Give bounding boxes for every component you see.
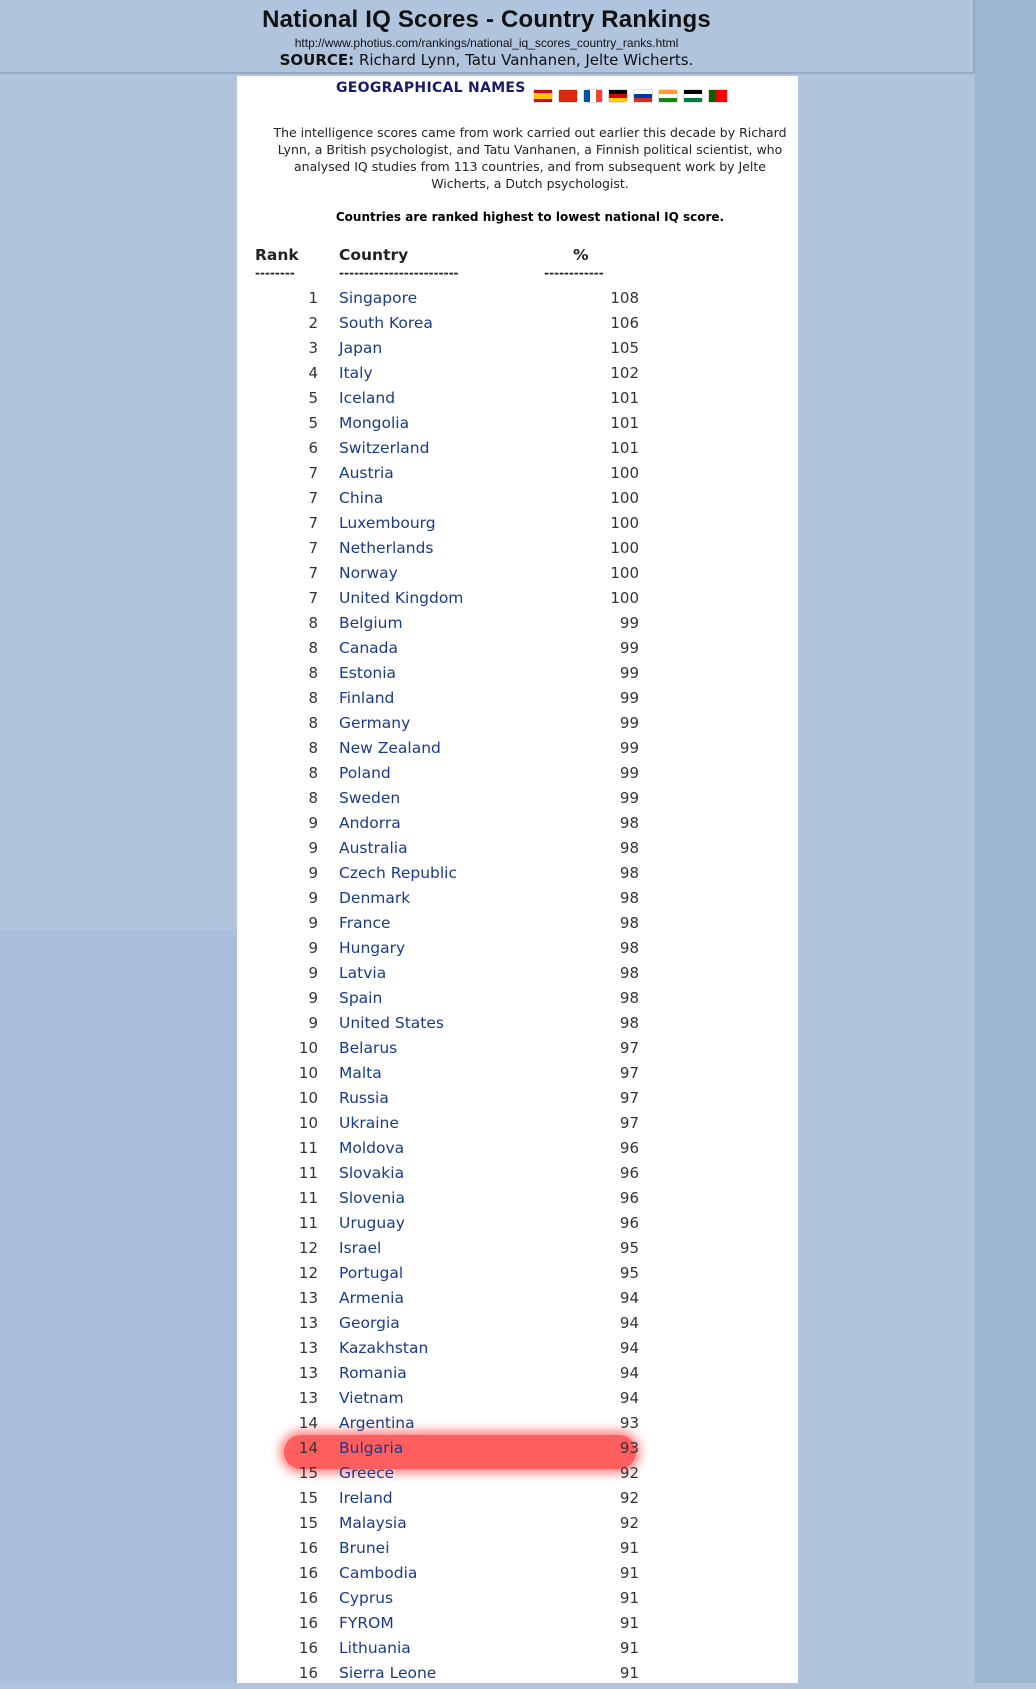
table-row — [237, 839, 798, 864]
table-row — [237, 639, 798, 664]
iq-cell: 97 — [619, 1089, 639, 1107]
country-link[interactable]: Spain — [339, 989, 383, 1007]
table-row — [237, 689, 798, 714]
iq-cell: 94 — [619, 1289, 639, 1307]
table-row — [237, 664, 798, 689]
rank-cell: 8 — [308, 739, 318, 757]
rank-underline: -------- — [255, 266, 295, 280]
table-row — [237, 1039, 798, 1064]
country-header: Country — [339, 246, 409, 264]
country-link[interactable]: New Zealand — [339, 739, 441, 757]
table-row — [237, 1639, 798, 1664]
iq-cell: 98 — [619, 814, 639, 832]
iq-cell: 94 — [619, 1389, 639, 1407]
country-link[interactable]: Malta — [339, 1064, 382, 1082]
iq-cell: 95 — [619, 1239, 639, 1257]
table-row — [237, 364, 798, 389]
page-title: National IQ Scores - Country Rankings — [262, 6, 711, 33]
table-row — [237, 539, 798, 564]
iq-cell: 99 — [619, 714, 639, 732]
iq-cell: 96 — [619, 1189, 639, 1207]
iq-cell: 98 — [619, 914, 639, 932]
iq-cell: 92 — [619, 1464, 639, 1482]
table-row — [237, 939, 798, 964]
country-link[interactable]: France — [339, 914, 391, 932]
iq-cell: 91 — [619, 1589, 639, 1607]
rank-cell: 5 — [308, 389, 318, 407]
iq-cell: 99 — [619, 639, 639, 657]
iq-cell: 99 — [619, 764, 639, 782]
country-link[interactable]: Slovakia — [339, 1164, 405, 1182]
country-link[interactable]: Germany — [339, 714, 411, 732]
rank-cell: 13 — [298, 1289, 318, 1307]
table-row — [237, 1364, 798, 1389]
rank-cell: 8 — [308, 789, 318, 807]
iq-cell: 98 — [619, 964, 639, 982]
iq-cell: 106 — [610, 314, 639, 332]
iq-cell: 98 — [619, 1014, 639, 1032]
table-row — [237, 989, 798, 1014]
rank-cell: 9 — [308, 914, 318, 932]
iq-cell: 97 — [619, 1114, 639, 1132]
country-link[interactable]: United States — [339, 1014, 444, 1032]
percent-header: % — [573, 246, 589, 264]
table-row — [237, 1164, 798, 1189]
table-row — [237, 914, 798, 939]
rank-cell: 6 — [308, 439, 318, 457]
iq-cell: 91 — [619, 1564, 639, 1582]
source-authors: Richard Lynn, Tatu Vanhanen, Jelte Wicherts. — [354, 51, 694, 69]
source-label: SOURCE: — [279, 51, 355, 69]
rank-cell: 13 — [298, 1314, 318, 1332]
table-row — [237, 1314, 798, 1339]
rank-cell: 10 — [298, 1089, 318, 1107]
country-link[interactable]: Israel — [339, 1239, 382, 1257]
iq-cell: 94 — [619, 1314, 639, 1332]
iq-cell: 99 — [619, 689, 639, 707]
rank-cell: 11 — [298, 1164, 318, 1182]
table-row — [237, 1389, 798, 1414]
rank-cell: 8 — [308, 764, 318, 782]
country-link[interactable]: Poland — [339, 764, 391, 782]
iq-cell: 100 — [610, 589, 639, 607]
ranking-note: Countries are ranked highest to lowest national IQ score. — [335, 210, 725, 224]
country-link[interactable]: Greece — [339, 1464, 395, 1482]
rank-cell: 7 — [308, 489, 318, 507]
country-link[interactable]: Italy — [339, 364, 373, 382]
rank-cell: 7 — [308, 564, 318, 582]
iq-cell: 98 — [619, 839, 639, 857]
iq-cell: 93 — [619, 1439, 639, 1457]
country-link[interactable]: Czech Republic — [339, 864, 458, 882]
country-link[interactable]: Sweden — [339, 789, 401, 807]
country-link[interactable]: Australia — [339, 839, 408, 857]
rank-cell: 10 — [298, 1039, 318, 1057]
page-background-right — [975, 0, 1036, 1683]
rank-cell: 10 — [298, 1064, 318, 1082]
geographical-names-link[interactable]: GEOGRAPHICAL NAMES — [336, 80, 526, 96]
table-row — [237, 1489, 798, 1514]
rank-cell: 8 — [308, 714, 318, 732]
rank-cell: 2 — [308, 314, 318, 332]
country-link[interactable]: Estonia — [339, 664, 397, 682]
rank-cell: 13 — [298, 1339, 318, 1357]
country-link[interactable]: United Kingdom — [339, 589, 464, 607]
rank-cell: 7 — [308, 464, 318, 482]
iq-cell: 99 — [619, 789, 639, 807]
iq-cell: 99 — [619, 614, 639, 632]
table-row — [237, 789, 798, 814]
country-link[interactable]: Japan — [339, 339, 383, 357]
rank-cell: 12 — [298, 1264, 318, 1282]
country-link[interactable]: Vietnam — [339, 1389, 404, 1407]
country-link[interactable]: South Korea — [339, 314, 433, 332]
country-link[interactable]: Portugal — [339, 1264, 404, 1282]
country-link[interactable]: Hungary — [339, 939, 406, 957]
iq-cell: 92 — [619, 1489, 639, 1507]
rank-cell: 9 — [308, 814, 318, 832]
iq-cell: 96 — [619, 1164, 639, 1182]
country-link[interactable]: Russia — [339, 1089, 389, 1107]
table-row — [237, 1214, 798, 1239]
page-background-left — [0, 930, 237, 1683]
country-link[interactable]: Cambodia — [339, 1564, 418, 1582]
iq-cell: 101 — [610, 439, 639, 457]
country-link[interactable]: Singapore — [339, 289, 418, 307]
rank-cell: 8 — [308, 689, 318, 707]
country-link[interactable]: Ukraine — [339, 1114, 399, 1132]
country-link[interactable]: China — [339, 489, 384, 507]
iq-cell: 100 — [610, 464, 639, 482]
rank-cell: 7 — [308, 514, 318, 532]
table-row — [237, 339, 798, 364]
rank-cell: 11 — [298, 1214, 318, 1232]
country-link[interactable]: Malaysia — [339, 1514, 407, 1532]
iq-cell: 97 — [619, 1039, 639, 1057]
intro-paragraph: The intelligence scores came from work carried out earlier this decade by Richard Lynn, a British psychologist, and Tatu Vanhanen, a Finnish political scientist, who analysed IQ studies from 113 countries, and from subsequent work by Jelte Wicherts, a Dutch psychologist. — [273, 125, 787, 191]
rank-cell: 10 — [298, 1114, 318, 1132]
iq-cell: 102 — [610, 364, 639, 382]
table-row — [237, 1439, 798, 1464]
ranking-table — [237, 0, 798, 1683]
table-row — [237, 1614, 798, 1639]
country-link[interactable]: Brunei — [339, 1539, 390, 1557]
country-link[interactable]: Belgium — [339, 614, 403, 632]
country-link[interactable]: Andorra — [339, 814, 401, 832]
table-row — [237, 1464, 798, 1489]
rank-cell: 11 — [298, 1189, 318, 1207]
iq-cell: 94 — [619, 1339, 639, 1357]
iq-cell: 94 — [619, 1364, 639, 1382]
table-row — [237, 1139, 798, 1164]
country-link[interactable]: Cyprus — [339, 1589, 394, 1607]
rank-cell: 9 — [308, 989, 318, 1007]
iq-cell: 91 — [619, 1639, 639, 1657]
country-link[interactable]: Canada — [339, 639, 398, 657]
table-row — [237, 1089, 798, 1114]
iq-cell: 98 — [619, 889, 639, 907]
rank-cell: 14 — [298, 1439, 318, 1457]
rank-cell: 15 — [298, 1514, 318, 1532]
table-row — [237, 464, 798, 489]
rank-cell: 3 — [308, 339, 318, 357]
rank-cell: 9 — [308, 1014, 318, 1032]
table-row — [237, 414, 798, 439]
rank-cell: 15 — [298, 1489, 318, 1507]
table-row — [237, 489, 798, 514]
country-link[interactable]: Lithuania — [339, 1639, 411, 1657]
iq-cell: 95 — [619, 1264, 639, 1282]
rank-cell: 8 — [308, 664, 318, 682]
rank-cell: 9 — [308, 864, 318, 882]
iq-cell: 99 — [619, 664, 639, 682]
country-link[interactable]: Ireland — [339, 1489, 393, 1507]
table-row — [237, 439, 798, 464]
iq-cell: 96 — [619, 1139, 639, 1157]
table-row — [237, 1514, 798, 1539]
table-row — [237, 614, 798, 639]
country-link[interactable]: Georgia — [339, 1314, 400, 1332]
iq-cell: 108 — [610, 289, 639, 307]
country-link[interactable]: Sierra Leone — [339, 1664, 437, 1682]
rank-cell: 9 — [308, 939, 318, 957]
table-row — [237, 289, 798, 314]
country-link[interactable]: Luxembourg — [339, 514, 436, 532]
country-link[interactable]: Norway — [339, 564, 398, 582]
rank-cell: 8 — [308, 639, 318, 657]
country-link[interactable]: Uruguay — [339, 1214, 405, 1232]
country-link[interactable]: Latvia — [339, 964, 387, 982]
table-row — [237, 1189, 798, 1214]
country-link[interactable]: Moldova — [339, 1139, 405, 1157]
country-link[interactable]: Denmark — [339, 889, 411, 907]
country-link[interactable]: Mongolia — [339, 414, 410, 432]
country-link[interactable]: Argentina — [339, 1414, 415, 1432]
table-row — [237, 314, 798, 339]
table-row — [237, 714, 798, 739]
rank-cell: 16 — [298, 1639, 318, 1657]
iq-cell: 100 — [610, 564, 639, 582]
country-link[interactable]: Switzerland — [339, 439, 430, 457]
table-row — [237, 1414, 798, 1439]
table-row — [237, 389, 798, 414]
table-row — [237, 1539, 798, 1564]
table-row — [237, 1564, 798, 1589]
rank-cell: 16 — [298, 1589, 318, 1607]
iq-cell: 91 — [619, 1539, 639, 1557]
rank-cell: 4 — [308, 364, 318, 382]
country-link[interactable]: Austria — [339, 464, 394, 482]
table-row — [237, 1339, 798, 1364]
table-row — [237, 814, 798, 839]
iq-cell: 92 — [619, 1514, 639, 1532]
rank-cell: 8 — [308, 614, 318, 632]
country-link[interactable]: Armenia — [339, 1289, 404, 1307]
country-link[interactable]: Belarus — [339, 1039, 398, 1057]
rank-cell: 7 — [308, 589, 318, 607]
iq-cell: 100 — [610, 514, 639, 532]
country-link[interactable]: Romania — [339, 1364, 407, 1382]
table-row — [237, 864, 798, 889]
country-link[interactable]: Iceland — [339, 389, 396, 407]
percent-underline: ------------ — [544, 266, 604, 280]
iq-cell: 97 — [619, 1064, 639, 1082]
country-link[interactable]: Kazakhstan — [339, 1339, 429, 1357]
rank-cell: 14 — [298, 1414, 318, 1432]
table-row — [237, 1589, 798, 1614]
iq-cell: 99 — [619, 739, 639, 757]
rank-cell: 16 — [298, 1539, 318, 1557]
iq-cell: 91 — [619, 1664, 639, 1682]
iq-cell: 101 — [610, 389, 639, 407]
table-row — [237, 764, 798, 789]
iq-cell: 105 — [610, 339, 639, 357]
iq-cell: 100 — [610, 489, 639, 507]
country-link[interactable]: FYROM — [339, 1614, 394, 1632]
rank-cell: 12 — [298, 1239, 318, 1257]
table-row — [237, 564, 798, 589]
source-url[interactable]: http://www.photius.com/rankings/national_iq_scores_country_ranks.html — [294, 36, 679, 50]
iq-cell: 101 — [610, 414, 639, 432]
table-row — [237, 1114, 798, 1139]
rank-cell: 16 — [298, 1664, 318, 1682]
country-link[interactable]: Finland — [339, 689, 395, 707]
country-underline: ------------------------ — [339, 266, 459, 280]
rank-cell: 16 — [298, 1614, 318, 1632]
table-row — [237, 1014, 798, 1039]
table-row — [237, 1239, 798, 1264]
iq-cell: 93 — [619, 1414, 639, 1432]
rank-cell: 11 — [298, 1139, 318, 1157]
table-row — [237, 889, 798, 914]
rank-header: Rank — [255, 246, 299, 264]
table-row — [237, 1664, 798, 1689]
rank-cell: 9 — [308, 839, 318, 857]
table-row — [237, 589, 798, 614]
iq-cell: 98 — [619, 989, 639, 1007]
table-row — [237, 1264, 798, 1289]
rank-cell: 9 — [308, 889, 318, 907]
iq-cell: 98 — [619, 939, 639, 957]
table-row — [237, 1289, 798, 1314]
rank-cell: 1 — [308, 289, 318, 307]
rank-cell: 9 — [308, 964, 318, 982]
table-row — [237, 1064, 798, 1089]
iq-cell: 96 — [619, 1214, 639, 1232]
rank-cell: 15 — [298, 1464, 318, 1482]
rank-cell: 5 — [308, 414, 318, 432]
rank-cell: 16 — [298, 1564, 318, 1582]
country-link[interactable]: Netherlands — [339, 539, 434, 557]
table-row — [237, 514, 798, 539]
iq-cell: 100 — [610, 539, 639, 557]
table-row — [237, 964, 798, 989]
country-link[interactable]: Slovenia — [339, 1189, 405, 1207]
country-link[interactable]: Bulgaria — [339, 1439, 404, 1457]
table-row — [237, 739, 798, 764]
iq-cell: 91 — [619, 1614, 639, 1632]
iq-cell: 98 — [619, 864, 639, 882]
rank-cell: 13 — [298, 1389, 318, 1407]
rank-cell: 13 — [298, 1364, 318, 1382]
rank-cell: 7 — [308, 539, 318, 557]
